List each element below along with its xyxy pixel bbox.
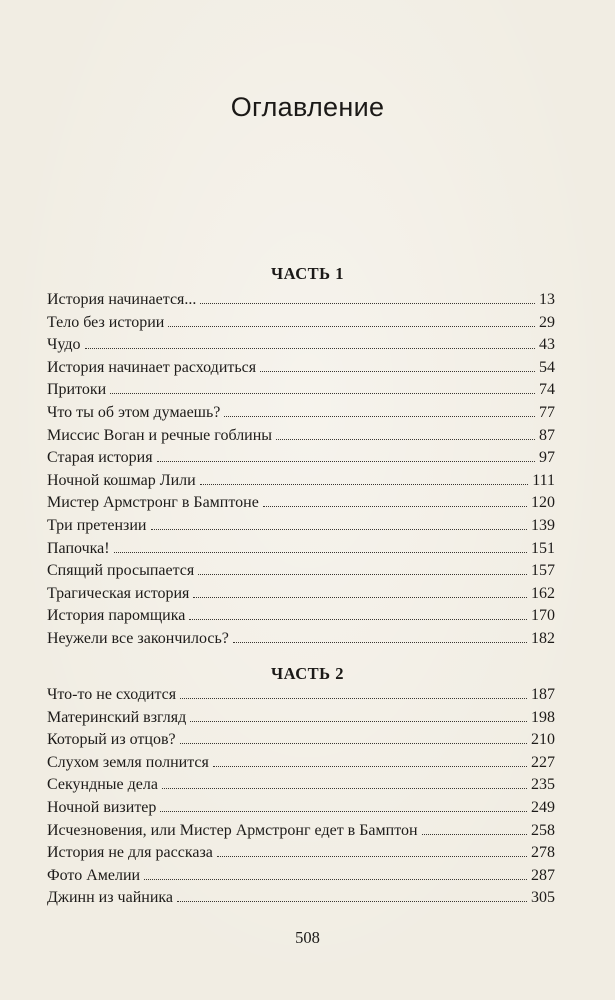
toc-entry <box>47 774 555 797</box>
toc-entry-page: 287 <box>531 866 555 884</box>
toc-entry <box>47 425 555 448</box>
toc-entry-page: 210 <box>531 731 555 749</box>
dot-leader <box>110 392 535 394</box>
toc-entry <box>47 560 555 583</box>
toc-entry-page: 120 <box>531 494 555 512</box>
dot-leader <box>85 347 535 349</box>
dot-leader <box>217 855 527 857</box>
toc-entry-title: Ночной визитер <box>47 798 157 816</box>
dot-leader <box>422 833 527 835</box>
dot-leader <box>157 460 535 462</box>
dot-leader <box>151 528 528 530</box>
toc-entry-page: 74 <box>539 381 555 399</box>
dot-leader <box>160 810 527 812</box>
toc-entry-page: 235 <box>531 776 555 794</box>
toc-entry <box>47 865 555 888</box>
toc-entry-title: Папочка! <box>47 539 110 557</box>
toc-entry-title: Ночной кошмар Лили <box>47 471 196 489</box>
toc-entry-page: 77 <box>539 403 555 421</box>
toc-entry <box>47 538 555 561</box>
dot-leader <box>144 878 527 880</box>
toc-entry <box>47 289 555 312</box>
toc-entry-title: Миссис Воган и речные гоблины <box>47 426 273 444</box>
toc-entry <box>47 312 555 335</box>
toc-entry-title: Старая история <box>47 449 153 467</box>
toc-entry-page: 187 <box>531 686 555 703</box>
toc-entry <box>47 583 555 606</box>
toc-entry-title: Что-то не сходится <box>47 686 177 703</box>
part-1-entries <box>47 289 555 651</box>
dot-leader <box>200 302 535 304</box>
toc-entry <box>47 492 555 515</box>
toc-entry <box>47 707 555 730</box>
toc-entry <box>47 797 555 820</box>
toc-entry-title: Притоки <box>47 381 107 399</box>
dot-leader <box>162 787 527 789</box>
toc-entry-title: Чудо <box>47 336 81 354</box>
toc-entry <box>47 402 555 425</box>
toc-entry <box>47 470 555 493</box>
toc-entry <box>47 752 555 775</box>
toc-entry-title: Слухом земля полнится <box>47 753 209 771</box>
toc-entry-page: 111 <box>532 471 555 489</box>
toc-entry-page: 139 <box>531 516 555 534</box>
dot-leader <box>263 505 527 507</box>
toc-entry-title: Материнский взгляд <box>47 708 187 726</box>
toc-entry-page: 43 <box>539 336 555 354</box>
dot-leader <box>224 415 535 417</box>
part-2-entries <box>47 684 555 910</box>
toc-entry-page: 278 <box>531 844 555 862</box>
toc-entry-page: 170 <box>531 607 555 625</box>
toc-entry-page: 305 <box>531 889 555 907</box>
toc-entry-title: Три претензии <box>47 516 147 534</box>
page-number: 508 <box>295 928 320 947</box>
toc-entry-page: 54 <box>539 358 555 376</box>
toc-entry-title: История паромщика <box>47 607 186 625</box>
toc-entry-title: Трагическая история <box>47 584 190 602</box>
toc-entry <box>47 684 555 707</box>
toc-entry <box>47 357 555 380</box>
dot-leader <box>189 618 527 620</box>
dot-leader <box>180 697 527 699</box>
dot-leader <box>193 596 527 598</box>
toc-entry-page: 97 <box>539 449 555 467</box>
toc-entry <box>47 605 555 628</box>
dot-leader <box>114 551 527 553</box>
toc-entry-title: Спящий просыпается <box>47 562 195 580</box>
toc-entry-page: 198 <box>531 708 555 726</box>
toc-entry-page: 157 <box>531 562 555 580</box>
toc-entry-page: 87 <box>539 426 555 444</box>
toc-entry-page: 151 <box>531 539 555 557</box>
toc-entry <box>47 628 555 651</box>
toc-entry-title: История начинается... <box>47 291 197 308</box>
dot-leader <box>198 573 527 575</box>
toc-entry-page: 249 <box>531 798 555 816</box>
toc-entry-title: Исчезновения, или Мистер Армстронг едет в Бамптон <box>47 821 418 839</box>
toc-entry <box>47 515 555 538</box>
toc-entry-title: Джинн из чайника <box>47 889 174 907</box>
toc-heading: Оглавление <box>230 92 385 122</box>
toc-entry-page: 13 <box>539 291 555 308</box>
toc-entry <box>47 729 555 752</box>
toc-entry-title: История начинает расходиться <box>47 358 257 376</box>
dot-leader <box>276 438 535 440</box>
toc-entry-page: 29 <box>539 313 555 331</box>
toc-entry-title: Мистер Армстронг в Бамптоне <box>47 494 259 512</box>
toc-entry-title: Который из отцов? <box>47 731 176 749</box>
toc-entry-title: Секундные дела <box>47 776 158 794</box>
dot-leader <box>200 483 529 485</box>
toc-entry <box>47 842 555 865</box>
part-2-title: ЧАСТЬ 2 <box>271 664 344 683</box>
toc-entry-title: Фото Амелии <box>47 866 141 884</box>
toc-entry <box>47 820 555 843</box>
dot-leader <box>260 370 535 372</box>
dot-leader <box>177 900 527 902</box>
toc-entry-title: Что ты об этом думаешь? <box>47 403 221 421</box>
toc-entry-title: Тело без истории <box>47 313 165 331</box>
dot-leader <box>213 765 527 767</box>
dot-leader <box>180 742 527 744</box>
toc-entry-title: История не для рассказа <box>47 844 213 862</box>
toc-entry <box>47 379 555 402</box>
dot-leader <box>190 720 527 722</box>
toc-entry-page: 227 <box>531 753 555 771</box>
part-1-title: ЧАСТЬ 1 <box>271 264 344 283</box>
toc-entry-title: Неужели все закончилось? <box>47 629 229 647</box>
toc-entry-page: 258 <box>531 821 555 839</box>
toc-entry-page: 162 <box>531 584 555 602</box>
toc-entry-page: 182 <box>531 629 555 647</box>
dot-leader <box>233 641 527 643</box>
toc-entry <box>47 447 555 470</box>
dot-leader <box>168 325 535 327</box>
toc-entry <box>47 334 555 357</box>
toc-entry <box>47 887 555 910</box>
